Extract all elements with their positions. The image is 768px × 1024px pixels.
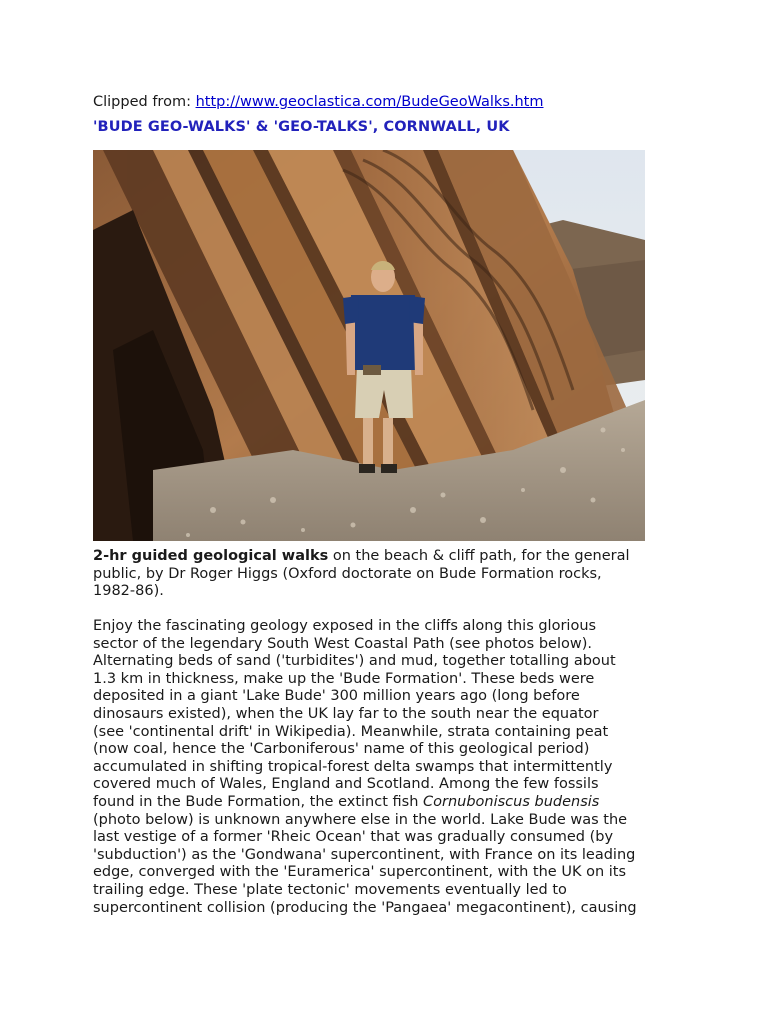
caption-line-3: 1982-86). [93,583,164,600]
body-line: sector of the legendary South West Coastal Path (see photos below). [93,635,592,652]
source-url-link[interactable]: http://www.geoclastica.com/BudeGeoWalks.htm [195,94,544,110]
clipped-from-label: Clipped from: [93,94,196,110]
body-line: (see 'continental drift' in Wikipedia). Meanwhile, strata containing peat [93,723,609,740]
caption-line-2: public, by Dr Roger Higgs (Oxford doctorate on Bude Formation rocks, [93,565,602,582]
body-line: (photo below) is unknown anywhere else in the world. Lake Bude was the [93,811,628,828]
body-line: 'subduction') as the 'Gondwana' supercontinent, with France on its leading [93,846,636,863]
photo-caption [93,548,683,601]
body-line: edge, converged with the 'Euramerica' supercontinent, with the UK on its [93,864,627,881]
body-line: last vestige of a former 'Rheic Ocean' that was gradually consumed (by [93,829,614,846]
page-title: 'BUDE GEO-WALKS' & 'GEO-TALKS', CORNWALL, UK [93,119,510,135]
body-line: 1.3 km in thickness, make up the 'Bude Formation'. These beds were [93,670,595,687]
clipped-from-line [93,93,544,111]
body-line-fish-prefix: found in the Bude Formation, the extinct fish [93,793,423,810]
cliff-photo [93,150,645,541]
body-line: Enjoy the fascinating geology exposed in the cliffs along this glorious [93,618,597,634]
body-line: dinosaurs existed), when the UK lay far to the south near the equator [93,705,599,722]
body-line: covered much of Wales, England and Scotland. Among the few fossils [93,776,599,793]
body-line-fish [93,794,693,812]
body-line: supercontinent collision (producing the 'Pangaea' megacontinent), causing [93,899,637,916]
body-paragraph [93,618,693,917]
body-line: accumulated in shifting tropical-forest delta swamps that intermittently [93,758,613,775]
caption-bold-title: 2-hr guided geological walks [93,548,329,564]
body-line: deposited in a giant 'Lake Bude' 300 million years ago (long before [93,688,580,705]
body-line: (now coal, hence the 'Carboniferous' name of this geological period) [93,741,590,758]
caption-line-1: on the beach & cliff path, for the general [328,548,630,564]
body-line: trailing edge. These 'plate tectonic' movements eventually led to [93,881,567,898]
body-line: Alternating beds of sand ('turbidites') and mud, together totalling about [93,653,616,670]
fish-species-name: Cornuboniscus budensis [423,793,600,810]
